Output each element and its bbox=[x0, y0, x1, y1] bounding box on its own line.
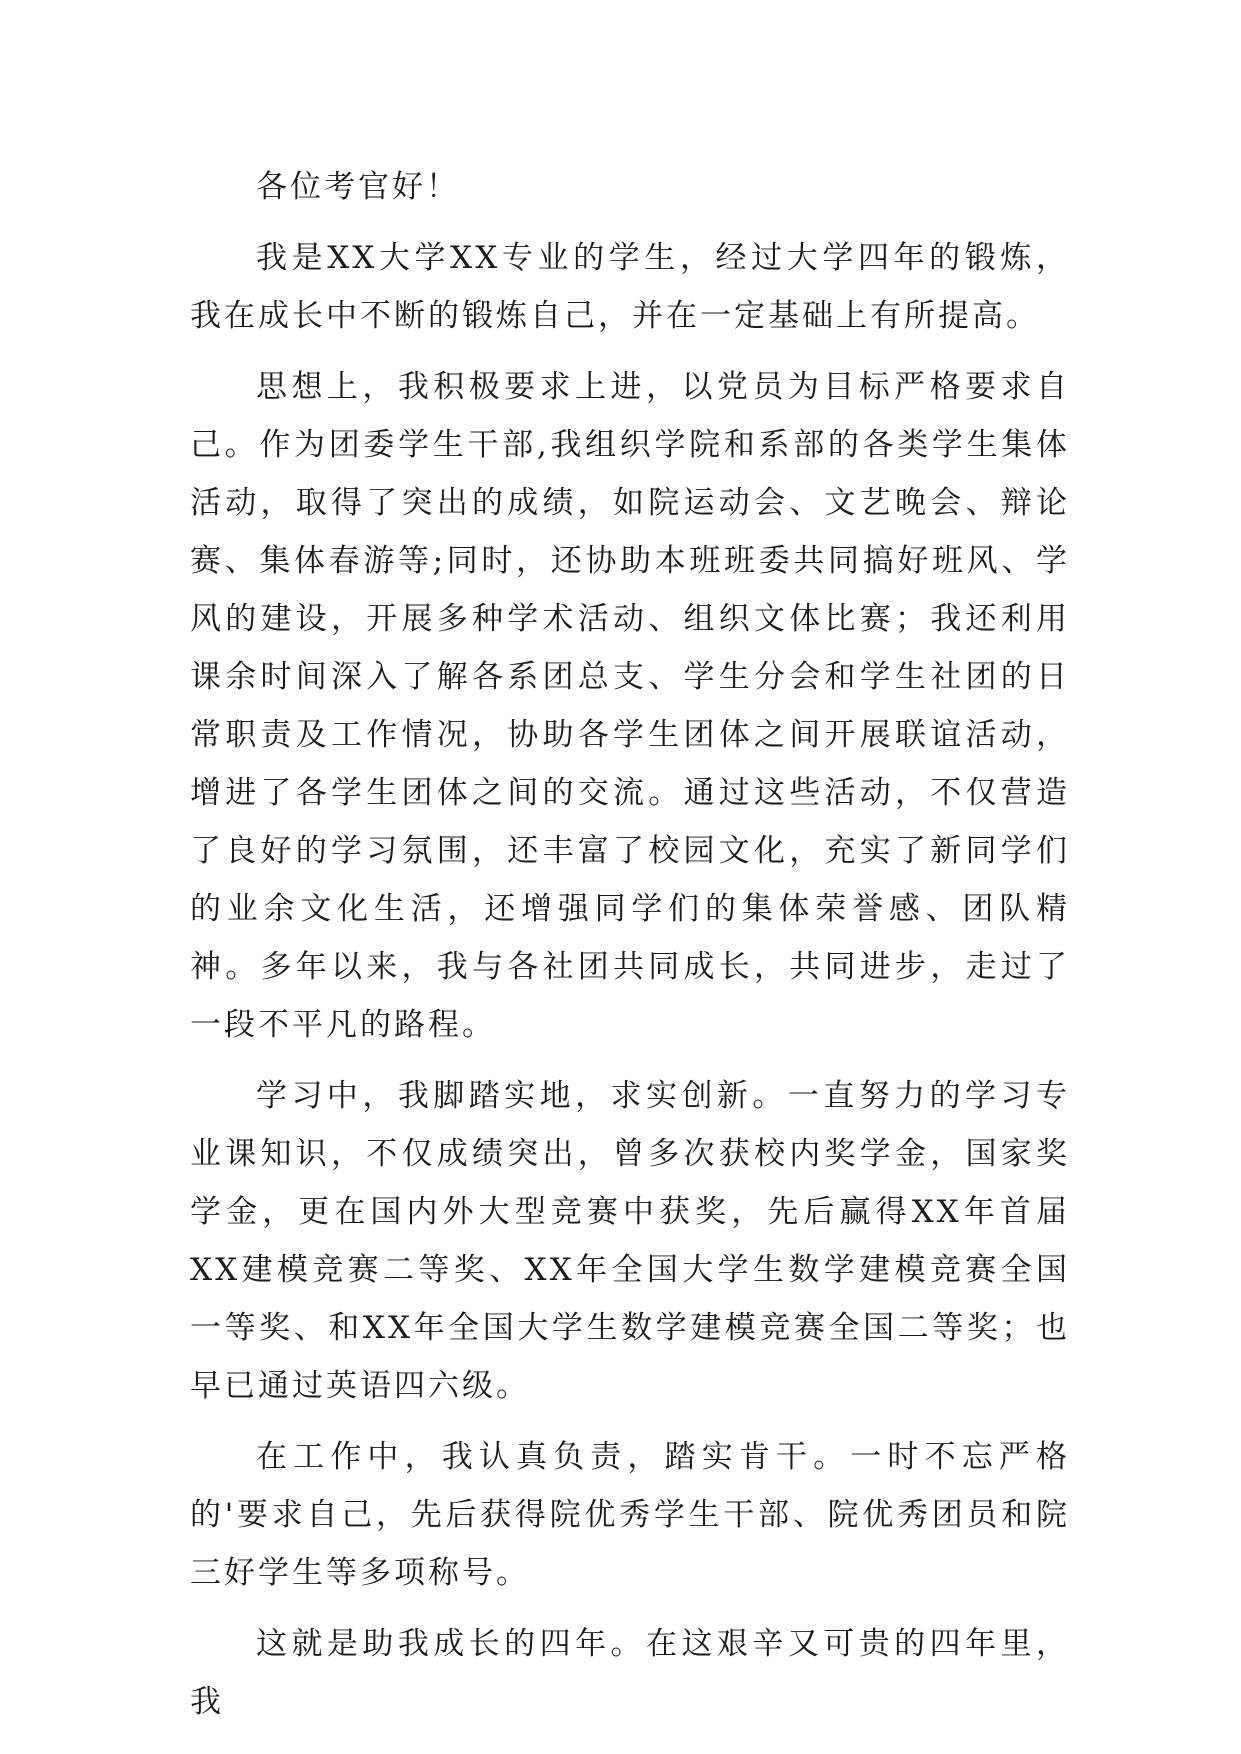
document-body bbox=[190, 158, 1070, 1744]
study-paragraph: 学习中，我脚踏实地，求实创新。一直努力的学习专业课知识，不仅成绩突出，曾多次获校内奖学金，国家奖学金，更在国内外大型竞赛中获奖，先后赢得XX年首届XX建模竞赛二等奖、XX年全国大学生数学建模竞赛全国一等奖、和XX年全国大学生数学建模竞赛全国二等奖；也早已通过英语四六级。 bbox=[190, 1078, 1070, 1404]
greeting-paragraph: 各位考官好！ bbox=[256, 169, 460, 205]
ideology-paragraph: 思想上，我积极要求上进，以党员为目标严格要求自己。作为团委学生干部,我组织学院和系部的各类学生集体活动，取得了突出的成绩，如院运动会、文艺晚会、辩论赛、集体春游等;同时，还协助本班班委共同搞好班风、学风的建设，开展多种学术活动、组织文体比赛；我还利用课余时间深入了解各系团总支、学生分会和学生社团的日常职责及工作情况，协助各学生团体之间开展联谊活动，增进了各学生团体之间的交流。通过这些活动，不仅营造了良好的学习氛围，还丰富了校园文化，充实了新同学们的业余文化生活，还增强同学们的集体荣誉感、团队精神。多年以来，我与各社团共同成长，共同进步，走过了一段不平凡的路程。 bbox=[190, 369, 1070, 1043]
intro-paragraph: 我是XX大学XX专业的学生，经过大学四年的锻炼，我在成长中不断的锻炼自己，并在一定基础上有所提高。 bbox=[190, 240, 1070, 334]
work-paragraph: 在工作中，我认真负责，踏实肯干。一时不忘严格的'要求自己，先后获得院优秀学生干部、院优秀团员和院三好学生等多项称号。 bbox=[190, 1439, 1070, 1591]
summary-paragraph: 这就是助我成长的四年。在这艰辛又可贵的四年里，我 bbox=[190, 1626, 1070, 1720]
